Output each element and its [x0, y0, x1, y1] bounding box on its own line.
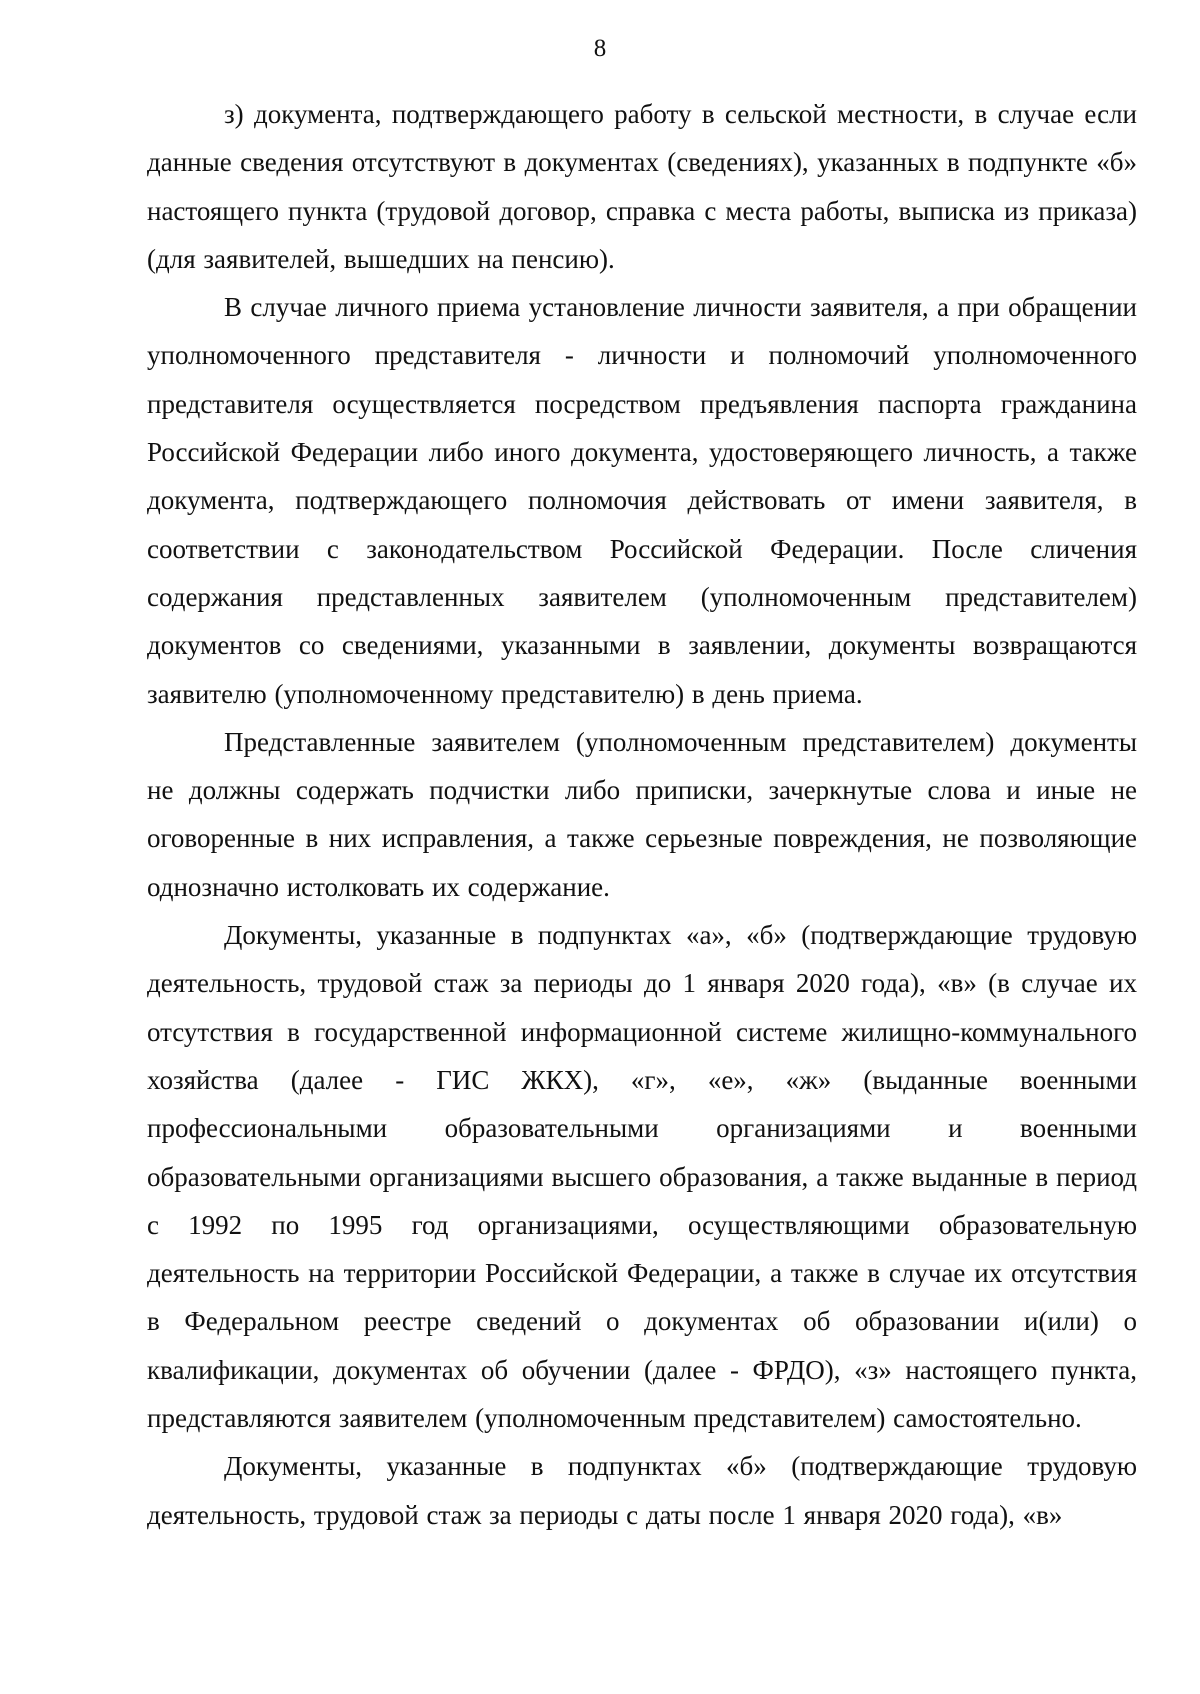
- page-number: 8: [593, 35, 607, 62]
- paragraph-documents-continued: Документы, указанные в подпунктах «б» (подтверждающие трудовую деятельность, трудовой стаж за периоды с даты после 1 января 2020 года), «в»: [147, 1451, 1137, 1530]
- paragraph-subpoint-z: з) документа, подтверждающего работу в сельской местности, в случае если данные сведения отсутствуют в документах (сведениях), указанных в подпункте «б» настоящего пункта (трудовой договор, справка с места работы, выписка из приказа) (для заявителей, вышедших на пенсию).: [147, 99, 1137, 274]
- paragraph-self-submitted-documents: Документы, указанные в подпунктах «а», «б» (подтверждающие трудовую деятельность, трудовой стаж за периоды до 1 января 2020 года), «в» (в случае их отсутствия в государственной информационной системе жилищно-коммунального хозяйства (далее - ГИС ЖКХ), «г», «е», «ж» (выданные военными профессиональными образовательными организациями и военными образовательными организациями высшего образования, а также выданные в период с 1992 по 1995 год организациями, осуществляющими образовательную деятельность на территории Российской Федерации, а также в случае их отсутствия в Федеральном реестре сведений о документах об образовании и(или) о квалификации, документах об обучении (далее - ФРДО), «з» настоящего пункта, представляются заявителем (уполномоченным представителем) самостоятельно.: [147, 920, 1137, 1434]
- paragraph-document-requirements: Представленные заявителем (уполномоченным представителем) документы не должны содержать подчистки либо приписки, зачеркнутые слова и иные не оговоренные в них исправления, а также серьезные повреждения, не позволяющие однозначно истолковать их содержание.: [147, 726, 1137, 902]
- paragraph-identity-verification: В случае личного приема установление личности заявителя, а при обращении уполномоченного представителя - личности и полномочий уполномоченного представителя осуществляется посредством предъявления паспорта гражданина Российской Федерации либо иного документа, удостоверяющего личность, а также документа, подтверждающего полномочия действовать от имени заявителя, в соответствии с законодательством Российской Федерации. После сличения содержания представленных заявителем (уполномоченным представителем) документов со сведениями, указанными в заявлении, документы возвращаются заявителю (уполномоченному представителю) в день приема.: [147, 292, 1137, 709]
- document-body: [147, 90, 1137, 1539]
